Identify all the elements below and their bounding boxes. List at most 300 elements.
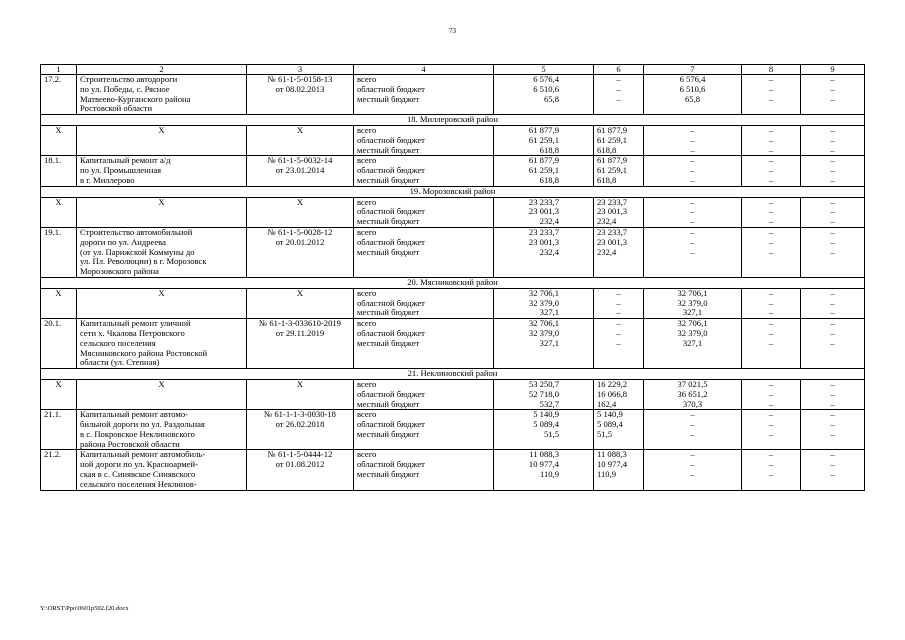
amount-value: – <box>768 318 774 329</box>
registration-number: Х <box>247 288 354 318</box>
object-name <box>77 410 247 450</box>
district-total-row <box>41 197 865 227</box>
amount-value: 32 706,1 <box>677 318 708 329</box>
district-header-row <box>41 186 865 197</box>
amount-value: 23 233,7 <box>597 227 628 237</box>
amount-value: – <box>830 155 835 166</box>
budget-source-line: местный бюджет <box>357 307 420 318</box>
object-name: Х <box>77 125 247 155</box>
amount-value: 10 977,4 <box>528 459 559 470</box>
amount-value: 232,4 <box>597 246 617 257</box>
district-total-row <box>41 125 865 155</box>
object-name-line: Матвеево-Курганского района <box>80 93 191 104</box>
object-name: Х <box>77 288 247 318</box>
amount-value: – <box>690 449 695 460</box>
budget-source-line: областной бюджет <box>357 236 425 247</box>
amount-value: – <box>690 155 695 166</box>
amount-col8 <box>742 156 801 186</box>
budget-source-line: областной бюджет <box>357 134 425 145</box>
amount-value: – <box>768 246 774 257</box>
budget-source <box>354 197 494 227</box>
budget-source-line: всего <box>357 74 377 84</box>
amount-value: – <box>768 174 774 185</box>
budget-source-line: местный бюджет <box>357 428 420 439</box>
budget-source <box>354 450 494 490</box>
amount-value: – <box>690 197 695 207</box>
registration-line: от 01.08.2012 <box>275 459 325 470</box>
district-header-row <box>41 369 865 380</box>
amount-value: – <box>830 379 835 389</box>
amount-value: – <box>690 246 695 257</box>
amount-value: 51,5 <box>597 428 613 439</box>
amount-value: – <box>830 318 835 329</box>
amount-total <box>494 450 594 490</box>
budget-source-line: всего <box>357 125 377 135</box>
amount-value: 11 088,3 <box>529 449 559 460</box>
amount-value: 6 576,4 <box>533 74 559 84</box>
amount-value: – <box>830 337 835 348</box>
amount-value: – <box>768 155 774 166</box>
amount-col9 <box>801 197 865 227</box>
amount-col7 <box>644 450 742 490</box>
amount-col7 <box>644 75 742 115</box>
registration-line: от 29.11.2019 <box>275 327 325 338</box>
registration-number <box>247 450 354 490</box>
object-name-line: сельского поселения <box>80 337 156 348</box>
amount-value: – <box>690 409 695 420</box>
table-row <box>41 410 865 450</box>
object-name-line: сети х. Чкалова Петровского <box>80 327 185 338</box>
object-name-line: бильной дороги по ул. Раздольная <box>80 419 205 430</box>
amount-value: 11 088,3 <box>597 449 627 460</box>
amount-value: 61 259,1 <box>528 134 559 145</box>
budget-source-line: областной бюджет <box>357 83 425 94</box>
object-name-line: Капитальный ремонт уличной <box>80 318 191 329</box>
amount-value: – <box>690 419 695 430</box>
amount-value: – <box>830 246 835 257</box>
registration-number: Х <box>247 379 354 409</box>
amount-value: – <box>830 165 835 176</box>
amount-value: 232,4 <box>539 216 559 227</box>
amount-value: – <box>768 134 774 145</box>
district-title: 20. Мясниковский район <box>41 277 865 288</box>
amount-value: – <box>830 419 835 430</box>
amount-value: 51,5 <box>543 428 559 439</box>
amount-value: – <box>768 327 774 338</box>
amount-value: – <box>768 74 774 84</box>
table-row <box>41 227 865 277</box>
amount-value: 32 379,0 <box>528 327 559 338</box>
budget-source-line: местный бюджет <box>357 216 420 227</box>
budget-source-line: всего <box>357 318 377 329</box>
amount-col7 <box>644 125 742 155</box>
amount-col6 <box>594 125 644 155</box>
amount-value: 23 001,3 <box>597 236 628 247</box>
table-row <box>41 450 865 490</box>
registration-line: от 23.01.2014 <box>275 165 325 176</box>
col-header: 6 <box>594 65 644 75</box>
registration-number <box>247 410 354 450</box>
amount-value: 162,4 <box>597 398 617 409</box>
amount-value: – <box>616 327 621 338</box>
amount-total <box>494 379 594 409</box>
budget-source-line: областной бюджет <box>357 388 425 399</box>
table-body <box>41 65 865 491</box>
amount-value: – <box>690 428 695 439</box>
amount-value: 16 229,2 <box>597 379 628 389</box>
amount-value: – <box>768 93 774 104</box>
amount-value: – <box>768 469 774 480</box>
object-name-line: района Ростовской области <box>80 438 180 449</box>
amount-value: 327,1 <box>539 307 559 318</box>
amount-value: – <box>616 74 621 84</box>
amount-value: – <box>768 165 774 176</box>
object-name-line: Капитальный ремонт автомо- <box>80 409 188 420</box>
amount-value: – <box>768 379 774 389</box>
row-number: Х <box>41 379 77 409</box>
table-row <box>41 156 865 186</box>
amount-value: 61 877,9 <box>597 125 628 135</box>
budget-source <box>354 156 494 186</box>
amount-value: – <box>830 459 835 470</box>
registration-line: № 61-1-3-033610-2019 <box>259 318 341 329</box>
amount-value: 5 089,4 <box>597 419 623 430</box>
amount-col9 <box>801 410 865 450</box>
object-name-line: ной дороги по ул. Красноармей- <box>80 459 198 470</box>
registration-number <box>247 156 354 186</box>
amount-col7 <box>644 288 742 318</box>
amount-total <box>494 156 594 186</box>
object-name-line: Капитальный ремонт автомобиль- <box>80 449 206 460</box>
budget-source <box>354 379 494 409</box>
amount-value: 232,4 <box>539 246 559 257</box>
budget-source-line: местный бюджет <box>357 246 420 257</box>
amount-col8 <box>742 319 801 369</box>
amount-value: 532,7 <box>539 398 559 409</box>
amount-value: – <box>690 134 695 145</box>
amount-value: – <box>690 216 695 227</box>
amount-value: 32 706,1 <box>677 288 708 298</box>
amount-col6 <box>594 197 644 227</box>
budget-source <box>354 75 494 115</box>
object-name-line: ская в с. Синявское Синявского <box>80 469 196 480</box>
object-name-line: Строительство автодороги <box>80 74 178 84</box>
budget-source-line: областной бюджет <box>357 459 425 470</box>
amount-value: – <box>768 197 774 207</box>
amount-col9 <box>801 288 865 318</box>
budget-source-line: областной бюджет <box>357 419 425 430</box>
table-row <box>41 75 865 115</box>
district-title: 19. Морозовский район <box>41 186 865 197</box>
amount-value: – <box>830 197 835 207</box>
amount-value: 32 706,1 <box>528 288 559 298</box>
budget-source-line: всего <box>357 197 377 207</box>
object-name-line: по ул. Промышленная <box>80 165 162 176</box>
amount-col6 <box>594 288 644 318</box>
amount-value: 32 379,0 <box>528 297 559 308</box>
amount-value: – <box>830 398 835 409</box>
amount-col7 <box>644 379 742 409</box>
amount-value: – <box>830 428 835 439</box>
amount-value: – <box>830 216 835 227</box>
amount-value: – <box>616 83 621 94</box>
amount-value: 61 259,1 <box>597 134 628 145</box>
amount-col9 <box>801 156 865 186</box>
amount-value: 61 259,1 <box>597 165 628 176</box>
amount-value: – <box>830 236 835 247</box>
object-name-line: Строительство автомобильной <box>80 227 193 237</box>
amount-value: – <box>768 419 774 430</box>
amount-value: – <box>690 144 695 155</box>
budget-source-line: местный бюджет <box>357 469 420 480</box>
amount-total <box>494 288 594 318</box>
amount-value: 53 250,7 <box>528 379 559 389</box>
object-name <box>77 319 247 369</box>
district-header-row <box>41 277 865 288</box>
object-name-line: в г. Миллерово <box>80 174 135 185</box>
amount-value: – <box>830 297 835 308</box>
amount-value: – <box>830 93 835 104</box>
amount-value: 370,3 <box>682 398 703 409</box>
amount-value: – <box>830 83 835 94</box>
row-number: 19.1. <box>41 227 77 277</box>
budget-source <box>354 410 494 450</box>
amount-value: – <box>616 318 621 329</box>
amount-value: – <box>690 227 695 237</box>
registration-line: от 08.02.2013 <box>275 83 325 94</box>
amount-value: – <box>768 206 774 217</box>
amount-col6 <box>594 75 644 115</box>
amount-col6 <box>594 227 644 277</box>
district-title: 21. Неклиновский район <box>41 369 865 380</box>
amount-value: 327,1 <box>682 337 703 348</box>
amount-col6 <box>594 379 644 409</box>
amount-value: 32 379,0 <box>677 297 708 308</box>
amount-value: – <box>768 409 774 420</box>
amount-value: – <box>830 125 835 135</box>
amount-value: – <box>830 327 835 338</box>
object-name-line: Мясниковского района Ростовской <box>80 347 208 358</box>
amount-value: – <box>830 174 835 185</box>
budget-source-line: местный бюджет <box>357 144 420 155</box>
amount-value: – <box>690 459 695 470</box>
amount-value: – <box>616 307 621 318</box>
amount-value: – <box>690 165 695 176</box>
budget-source-line: всего <box>357 155 377 166</box>
registration-line: № 61-1-5-0158-13 <box>267 74 333 84</box>
budget-source-line: всего <box>357 227 377 237</box>
amount-value: – <box>768 236 774 247</box>
amount-value: 618,8 <box>597 174 617 185</box>
col-header: 7 <box>644 65 742 75</box>
amount-value: – <box>768 125 774 135</box>
amount-value: 618,8 <box>539 144 559 155</box>
amount-value: 52 718,0 <box>528 388 559 399</box>
amount-value: 23 001,3 <box>528 236 559 247</box>
amount-value: – <box>768 297 774 308</box>
amount-value: 23 233,7 <box>597 197 628 207</box>
object-name-line: по ул. Победы, с. Рясное <box>80 83 170 94</box>
amount-value: – <box>768 227 774 237</box>
amount-col8 <box>742 197 801 227</box>
amount-value: 6 576,4 <box>679 74 706 84</box>
amount-col9 <box>801 450 865 490</box>
amount-value: 618,8 <box>539 174 559 185</box>
budget-source-line: местный бюджет <box>357 93 420 104</box>
amount-value: – <box>830 307 835 318</box>
amount-value: – <box>768 337 774 348</box>
amount-value: 110,9 <box>539 469 559 480</box>
registration-line: № 61-1-1-3-0030-18 <box>264 409 336 420</box>
amount-value: – <box>616 288 621 298</box>
budget-source <box>354 125 494 155</box>
amount-value: – <box>616 93 621 104</box>
object-name <box>77 227 247 277</box>
budget-source <box>354 319 494 369</box>
district-total-row <box>41 288 865 318</box>
amount-value: – <box>768 288 774 298</box>
amount-col6 <box>594 319 644 369</box>
amount-value: 110,9 <box>597 469 617 480</box>
object-name <box>77 156 247 186</box>
row-number: Х <box>41 197 77 227</box>
amount-value: – <box>690 206 695 217</box>
object-name <box>77 75 247 115</box>
registration-line: № 61-1-5-0444-12 <box>267 449 333 460</box>
amount-value: 16 066,8 <box>597 388 628 399</box>
budget-source-line: всего <box>357 409 377 420</box>
amount-value: 5 140,9 <box>533 409 559 420</box>
amount-value: 61 877,9 <box>597 155 628 166</box>
col-header: 5 <box>494 65 594 75</box>
budget-source-line: областной бюджет <box>357 206 425 217</box>
amount-value: – <box>768 307 774 318</box>
col-header: 2 <box>77 65 247 75</box>
budget-source-line: областной бюджет <box>357 165 425 176</box>
registration-line: № 61-1-5-0028-12 <box>267 227 333 237</box>
object-name-line: в с. Покровское Неклиновского <box>80 428 195 439</box>
amount-value: – <box>830 134 835 145</box>
amount-value: 65,8 <box>684 93 701 104</box>
amount-value: 618,8 <box>597 144 617 155</box>
amount-col7 <box>644 410 742 450</box>
amount-total <box>494 410 594 450</box>
amount-col8 <box>742 125 801 155</box>
row-number: 21.1. <box>41 410 77 450</box>
amount-col6 <box>594 450 644 490</box>
amount-col8 <box>742 410 801 450</box>
amount-col9 <box>801 125 865 155</box>
amount-value: – <box>830 288 835 298</box>
col-header: 4 <box>354 65 494 75</box>
object-name-line: области (ул. Степная) <box>80 357 160 368</box>
amount-value: 61 877,9 <box>528 155 559 166</box>
page-number: 73 <box>449 27 456 35</box>
col-header: 8 <box>742 65 801 75</box>
col-header: 9 <box>801 65 865 75</box>
amount-col9 <box>801 75 865 115</box>
amount-value: – <box>830 144 835 155</box>
amount-value: 61 877,9 <box>528 125 559 135</box>
amount-col8 <box>742 75 801 115</box>
amount-value: 23 001,3 <box>597 206 628 217</box>
object-name-line: ул. Пл. Революции) в г. Морозовск <box>80 256 207 267</box>
col-header: 3 <box>247 65 354 75</box>
row-number: Х <box>41 125 77 155</box>
budget-source-line: областной бюджет <box>357 297 425 308</box>
amount-value: 65,8 <box>543 93 559 104</box>
registration-number <box>247 319 354 369</box>
amount-value: – <box>830 388 835 399</box>
amount-value: 61 259,1 <box>528 165 559 176</box>
object-name-line: сельского поселения Неклинов- <box>80 478 197 489</box>
amount-col8 <box>742 379 801 409</box>
amount-value: 23 233,7 <box>528 227 559 237</box>
amount-col7 <box>644 227 742 277</box>
financing-table <box>40 64 865 491</box>
registration-number: Х <box>247 125 354 155</box>
amount-value: 37 021,5 <box>677 379 708 389</box>
amount-total <box>494 75 594 115</box>
object-name-line: Капитальный ремонт а/д <box>80 155 171 166</box>
amount-value: 6 510,6 <box>679 83 706 94</box>
amount-value: 5 140,9 <box>597 409 623 420</box>
amount-total <box>494 197 594 227</box>
row-number: Х <box>41 288 77 318</box>
object-name-line: (от ул. Парижской Коммуны до <box>80 246 195 257</box>
amount-value: – <box>768 398 774 409</box>
registration-line: от 20.01.2012 <box>275 236 325 247</box>
row-number: 18.1. <box>41 156 77 186</box>
amount-col6 <box>594 156 644 186</box>
object-name-line: Ростовской области <box>80 103 153 114</box>
table-row <box>41 319 865 369</box>
amount-col7 <box>644 156 742 186</box>
amount-value: – <box>690 174 695 185</box>
amount-value: 23 001,3 <box>528 206 559 217</box>
object-name: Х <box>77 379 247 409</box>
amount-value: – <box>830 227 835 237</box>
object-name: Х <box>77 197 247 227</box>
amount-value: 5 089,4 <box>533 419 559 430</box>
amount-value: – <box>768 83 774 94</box>
amount-value: – <box>768 428 774 439</box>
amount-col7 <box>644 319 742 369</box>
object-name-line: Морозовского района <box>80 266 159 277</box>
column-number-row <box>41 65 865 75</box>
budget-source <box>354 288 494 318</box>
amount-col6 <box>594 410 644 450</box>
amount-value: – <box>830 206 835 217</box>
registration-number <box>247 227 354 277</box>
amount-col8 <box>742 450 801 490</box>
amount-col7 <box>644 197 742 227</box>
amount-col8 <box>742 227 801 277</box>
budget-source <box>354 227 494 277</box>
amount-col9 <box>801 227 865 277</box>
amount-value: – <box>616 337 621 348</box>
registration-line: № 61-1-5-0032-14 <box>267 155 333 166</box>
amount-value: – <box>830 409 835 420</box>
amount-value: – <box>830 449 835 460</box>
district-total-row <box>41 379 865 409</box>
amount-value: – <box>830 469 835 480</box>
amount-value: – <box>690 125 695 135</box>
amount-value: – <box>768 216 774 227</box>
amount-value: 32 706,1 <box>528 318 559 329</box>
amount-value: – <box>768 388 774 399</box>
budget-source-line: местный бюджет <box>357 174 420 185</box>
